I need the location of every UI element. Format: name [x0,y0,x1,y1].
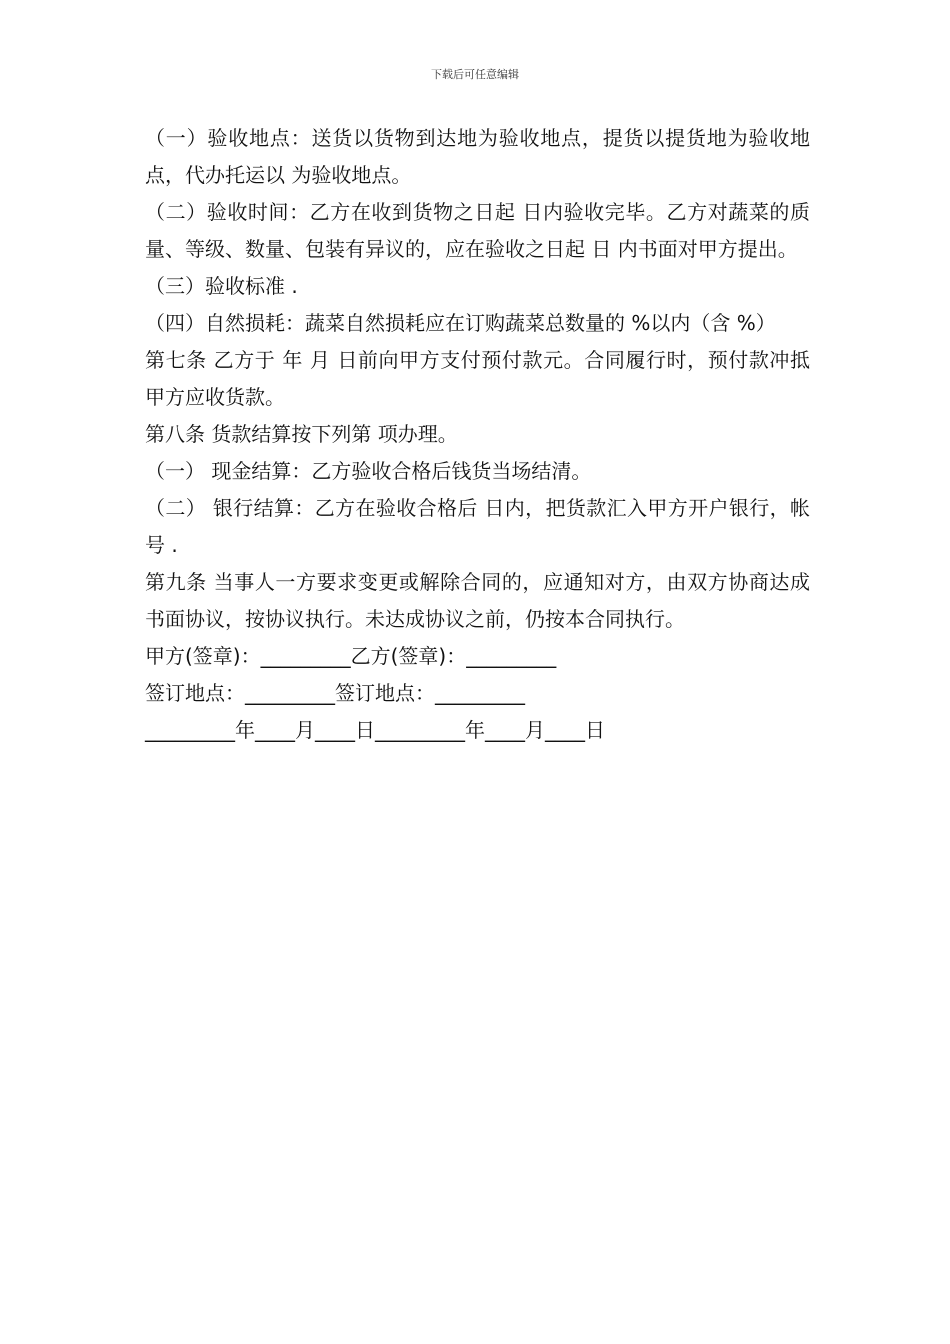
article-9-modification: 第九条 当事人一方要求变更或解除合同的，应通知对方，由双方协商达成书面协议，按协议执行。未达成协议之前，仍按本合同执行。 [145,570,810,631]
document-body [145,120,810,749]
page-header: 下载后可任意编辑 [431,68,519,81]
signing-date-line: _________年____月____日_________年____月____日 [145,718,605,742]
clause-inspection-location: （一）验收地点：送货以货物到达地为验收地点，提货以提货地为验收地点，代办托运以 为验收地点。 [145,126,810,187]
clause-cash-settlement: （一） 现金结算：乙方验收合格后钱货当场结清。 [145,459,592,483]
article-7-prepayment: 第七条 乙方于 年 月 日前向甲方支付预付款元。合同履行时，预付款冲抵甲方应收货款。 [145,348,810,409]
signing-location-line: 签订地点：_________签订地点：_________ [145,681,525,705]
clause-natural-loss: （四）自然损耗：蔬菜自然损耗应在订购蔬菜总数量的 %以内（含 %） [145,311,776,335]
clause-inspection-standard: （三）验收标准 . [145,274,298,298]
clause-inspection-time: （二）验收时间：乙方在收到货物之日起 日内验收完毕。乙方对蔬菜的质量、等级、数量、包装有异议的，应在验收之日起 日 内书面对甲方提出。 [145,200,810,261]
signature-line: 甲方(签章)：_________乙方(签章)：_________ [145,644,557,668]
article-8-settlement: 第八条 货款结算按下列第 项办理。 [145,422,458,446]
clause-bank-settlement: （二） 银行结算：乙方在验收合格后 日内，把货款汇入甲方开户银行，帐号 . [145,496,810,557]
